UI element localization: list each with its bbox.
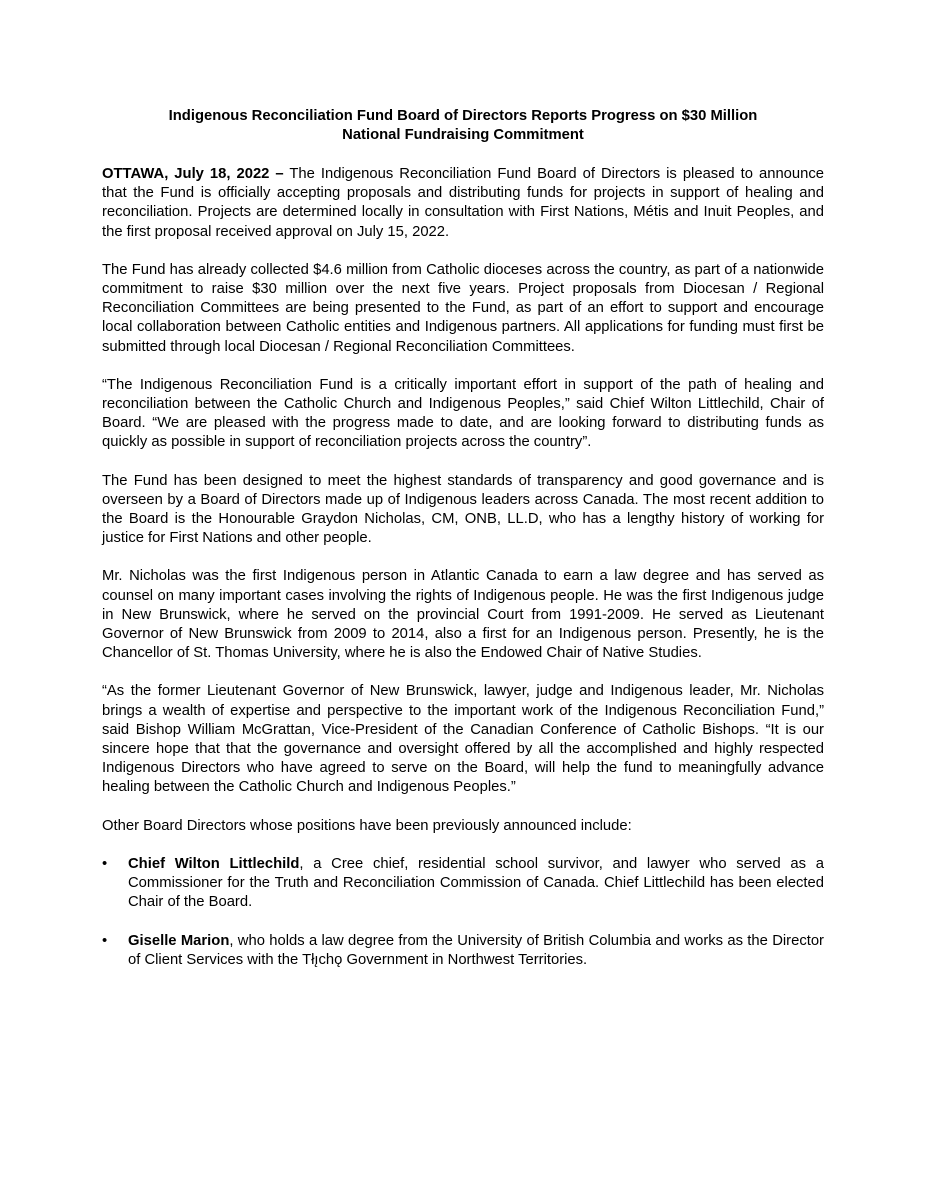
intro-text: The Indigenous Reconciliation Fund Board of Directors is pleased to announce that the Fund is officially accepting proposals and distributing funds for projects in support of healing and reconciliation. Projects are determined locally in consultation with First Nations, Métis and Inuit Peoples, and the first proposal received approval on July 15, 2022. bbox=[102, 166, 824, 240]
nicholas-bio-paragraph: Mr. Nicholas was the first Indigenous person in Atlantic Canada to earn a law degree and has served as counsel on many important cases involving the rights of Indigenous people. He was the first Indigenous judge in New Brunswick, where he served on the provincial Court from 1991-2009. He served as Lieutenant Governor of New Brunswick from 2009 to 2014, also a first for an Indigenous person. Presently, he is the Chancellor of St. Thomas University, where he is also the Endowed Chair of Native Studies. bbox=[102, 568, 824, 662]
title-line-2: National Fundraising Commitment bbox=[342, 127, 584, 143]
bullet-icon: • bbox=[102, 932, 108, 949]
governance-paragraph: The Fund has been designed to meet the highest standards of transparency and good governance and is overseen by a Board of Directors made up of Indigenous leaders across Canada. The most recent addition to the Board is the Honourable Graydon Nicholas, CM, ONB, LL.D, who has a lengthy history of working for justice for First Nations and other people. bbox=[102, 472, 824, 547]
director-name: Giselle Marion bbox=[128, 932, 230, 949]
director-name: Chief Wilton Littlechild bbox=[128, 855, 300, 872]
director-description: , who holds a law degree from the University of British Columbia and works as the Director of Client Services with the Tłı̨chǫ Government in Northwest Territories. bbox=[128, 932, 824, 968]
dateline: OTTAWA, July 18, 2022 – bbox=[102, 166, 284, 182]
directors-intro-paragraph: Other Board Directors whose positions have been previously announced include: bbox=[102, 817, 632, 834]
director-description: , a Cree chief, residential school survivor, and lawyer who served as a Commissioner for the Truth and Reconciliation Commission of Canada. Chief Littlechild has been elected Chair of the Board. bbox=[128, 855, 824, 911]
title-line-1: Indigenous Reconciliation Fund Board of Directors Reports Progress on $30 Million bbox=[168, 108, 758, 124]
list-item bbox=[102, 855, 824, 913]
press-release-page bbox=[102, 107, 824, 989]
list-item bbox=[102, 932, 824, 970]
chair-quote-paragraph: “The Indigenous Reconciliation Fund is a critically important effort in support of the path of healing and reconciliation between the Catholic Church and Indigenous Peoples,” said Chief Wilton Littlechild, Chair of Board. “We are pleased with the progress made to date, and are looking forward to distributing funds as quickly as possible in support of reconciliation projects across the country”. bbox=[102, 376, 824, 451]
directors-list bbox=[102, 855, 824, 970]
funds-collected-paragraph: The Fund has already collected $4.6 million from Catholic dioceses across the country, as part of a nationwide commitment to raise $30 million over the next five years. Project proposals from Diocesan / Regional Reconciliation Committees are being presented to the Fund, as part of an effort to support and encourage local collaboration between Catholic entities and Indigenous partners. All applications for funding must first be submitted through local Diocesan / Regional Reconciliation Committees. bbox=[102, 261, 824, 355]
bishop-quote-paragraph: “As the former Lieutenant Governor of New Brunswick, lawyer, judge and Indigenous leader, Mr. Nicholas brings a wealth of expertise and perspective to the important work of the Indigenous Reconciliation Fund,” said Bishop William McGrattan, Vice-President of the Canadian Conference of Catholic Bishops. “It is our sincere hope that that the governance and oversight offered by all the accomplished and highly respected Indigenous Directors who have agreed to serve on the Board, will help the fund to meaningfully advance healing between the Catholic Church and Indigenous Peoples.” bbox=[102, 683, 824, 796]
intro-paragraph bbox=[102, 165, 824, 242]
page-title bbox=[102, 107, 824, 145]
bullet-icon: • bbox=[102, 855, 108, 872]
